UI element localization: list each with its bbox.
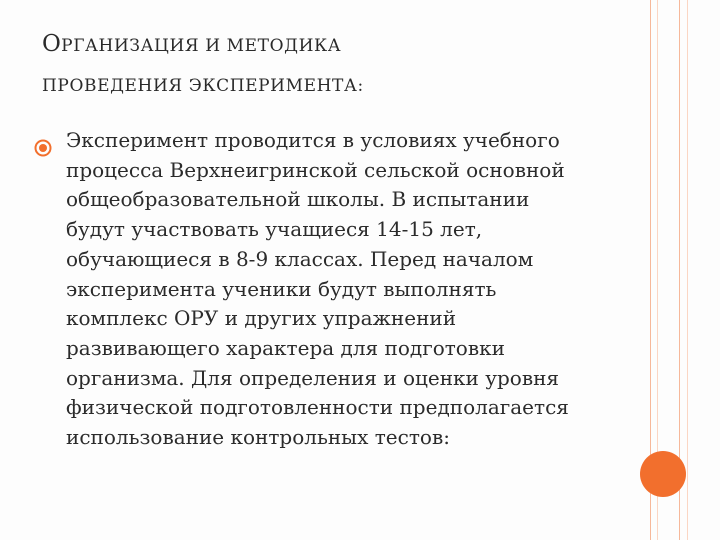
title-line-2: ПРОВЕДЕНИЯ ЭКСПЕРИМЕНТА: (42, 76, 364, 96)
paragraph-line: общеобразовательной школы. В испытании (66, 187, 530, 212)
paragraph-line: развивающего характера для подготовки (66, 335, 505, 360)
title-line-1 (42, 24, 602, 66)
paragraph-line: комплекс ОРУ и других упражнений (66, 306, 457, 331)
paragraph-line: обучающиеся в 8-9 классах. Перед началом (66, 246, 534, 271)
title-initial-letter: О (42, 31, 62, 57)
paragraph-line: использование контрольных тестов: (66, 425, 450, 450)
paragraph-line: физической подготовленности предполагается (66, 395, 569, 420)
paragraph-line: будут участвовать учащиеся 14-15 лет, (66, 217, 483, 242)
paragraph-line: организма. Для определения и оценки уровня (66, 365, 560, 390)
bullet-item (34, 126, 624, 453)
orange-circle-bullet-icon (34, 139, 52, 157)
bullet-paragraph (66, 126, 624, 453)
decorative-line (687, 0, 688, 540)
paragraph-line: Эксперимент проводится в условиях учебного (66, 128, 560, 152)
paragraph-line: эксперимента ученики будут выполнять (66, 276, 497, 301)
slide-content (34, 126, 624, 453)
slide-title (42, 24, 602, 106)
decorative-circle (640, 451, 686, 497)
title-line-1-rest: РГАНИЗАЦИЯ И МЕТОДИКА (61, 36, 342, 56)
paragraph-line: процесса Верхнеигринской сельской основной (66, 157, 565, 182)
